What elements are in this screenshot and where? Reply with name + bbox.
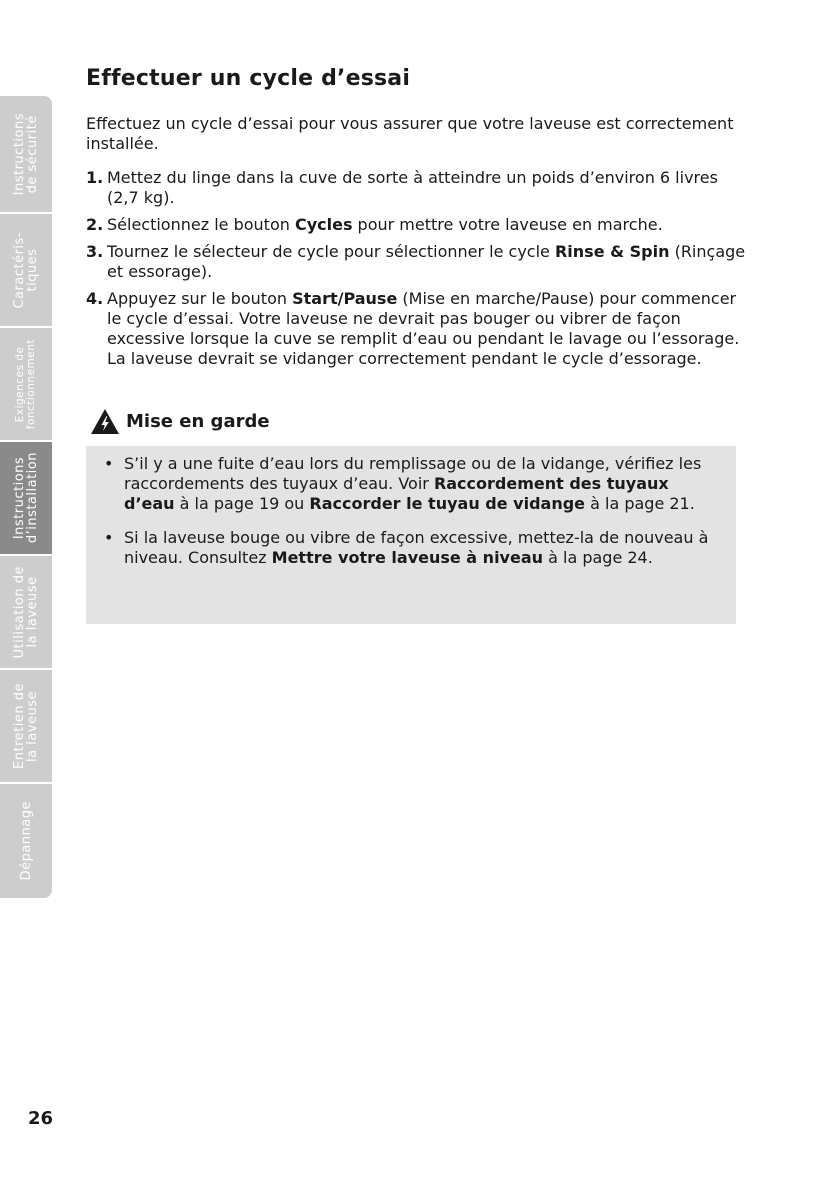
section-tab <box>0 214 52 328</box>
bold-reference: Start/Pause <box>292 289 398 308</box>
section-tab <box>0 670 52 784</box>
text-run: (Rinçage et essorage). <box>107 242 746 281</box>
text-run: Appuyez sur le bouton <box>107 289 293 308</box>
caution-bullet-item <box>100 528 722 568</box>
section-tab-label: Instructions de sécurité <box>12 112 40 196</box>
step-number: 3. <box>86 242 104 261</box>
step-text <box>107 289 746 369</box>
bold-reference: Rinse & Spin <box>554 242 670 261</box>
bold-reference: Cycles <box>294 215 353 234</box>
caution-bullet-text <box>124 528 722 568</box>
section-tab-label: Dépannage <box>18 801 34 881</box>
text-run: Mettez du linge dans la cuve de sorte à atteindre un poids d’environ 6 livres (2,7 kg). <box>107 168 718 207</box>
intro-paragraph: Effectuez un cycle d’essai pour vous assurer que votre laveuse est correctement installée. <box>86 114 734 153</box>
text-run: Tournez le sélecteur de cycle pour sélectionner le cycle <box>107 242 555 261</box>
section-tab-label: Exigences de fonctionnement <box>14 338 37 430</box>
text-run: à la page 21. <box>585 494 695 513</box>
page-title: Effectuer un cycle d’essai <box>86 66 411 91</box>
section-tab-label: Instructions d’installation <box>12 452 40 544</box>
bullet-dot-icon: • <box>104 528 114 547</box>
caution-title: Mise en garde <box>126 411 270 432</box>
caution-bullet-item <box>100 454 722 514</box>
step-text <box>107 168 746 208</box>
section-tab-label: Utilisation de la laveuse <box>12 565 40 659</box>
section-tab-label: Entretien de la laveuse <box>12 683 40 769</box>
bold-reference: Raccordement des tuyaux d’eau <box>124 474 669 513</box>
step-item <box>86 215 746 235</box>
caution-box <box>86 446 736 624</box>
step-item <box>86 289 746 369</box>
step-text <box>107 215 746 235</box>
step-text <box>107 242 746 282</box>
step-number: 4. <box>86 289 104 308</box>
section-tab-label: Caractéris- tiques <box>12 231 40 309</box>
section-tab <box>0 556 52 670</box>
section-tab <box>0 442 52 556</box>
caution-bullet-text <box>124 454 722 514</box>
bold-reference: Raccorder le tuyau de vidange <box>309 494 586 513</box>
section-tab <box>0 328 52 442</box>
section-tab <box>0 784 52 898</box>
caution-bullets <box>100 454 722 568</box>
caution-heading <box>90 408 270 435</box>
step-item <box>86 242 746 282</box>
text-run: S’il y a une fuite d’eau lors du remplissage ou de la vidange, vérifiez les raccordements des tuyaux d’eau. Voir <box>124 454 702 493</box>
steps-list <box>86 168 746 376</box>
bold-reference: Mettre votre laveuse à niveau <box>271 548 544 567</box>
step-item <box>86 168 746 208</box>
text-run: à la page 19 ou <box>174 494 310 513</box>
page-number: 26 <box>28 1108 54 1129</box>
step-number: 2. <box>86 215 104 234</box>
step-number: 1. <box>86 168 104 187</box>
bullet-dot-icon: • <box>104 454 114 473</box>
text-run: Sélectionnez le bouton <box>107 215 295 234</box>
text-run: à la page 24. <box>543 548 653 567</box>
section-tab <box>0 96 52 214</box>
warning-triangle-icon <box>90 408 120 435</box>
section-tabs <box>0 96 52 898</box>
text-run: Si la laveuse bouge ou vibre de façon excessive, mettez-la de nouveau à niveau. Consultez <box>124 528 709 567</box>
text-run: (Mise en marche/Pause) pour commencer le cycle d’essai. Votre laveuse ne devrait pas bouger ou vibrer de façon excessive lorsque la cuve se remplit d’eau ou pendant le lavage ou l’essorage. La laveuse devrait se vidanger correctement pendant le cycle d’essorage. <box>107 289 740 368</box>
text-run: pour mettre votre laveuse en marche. <box>352 215 663 234</box>
